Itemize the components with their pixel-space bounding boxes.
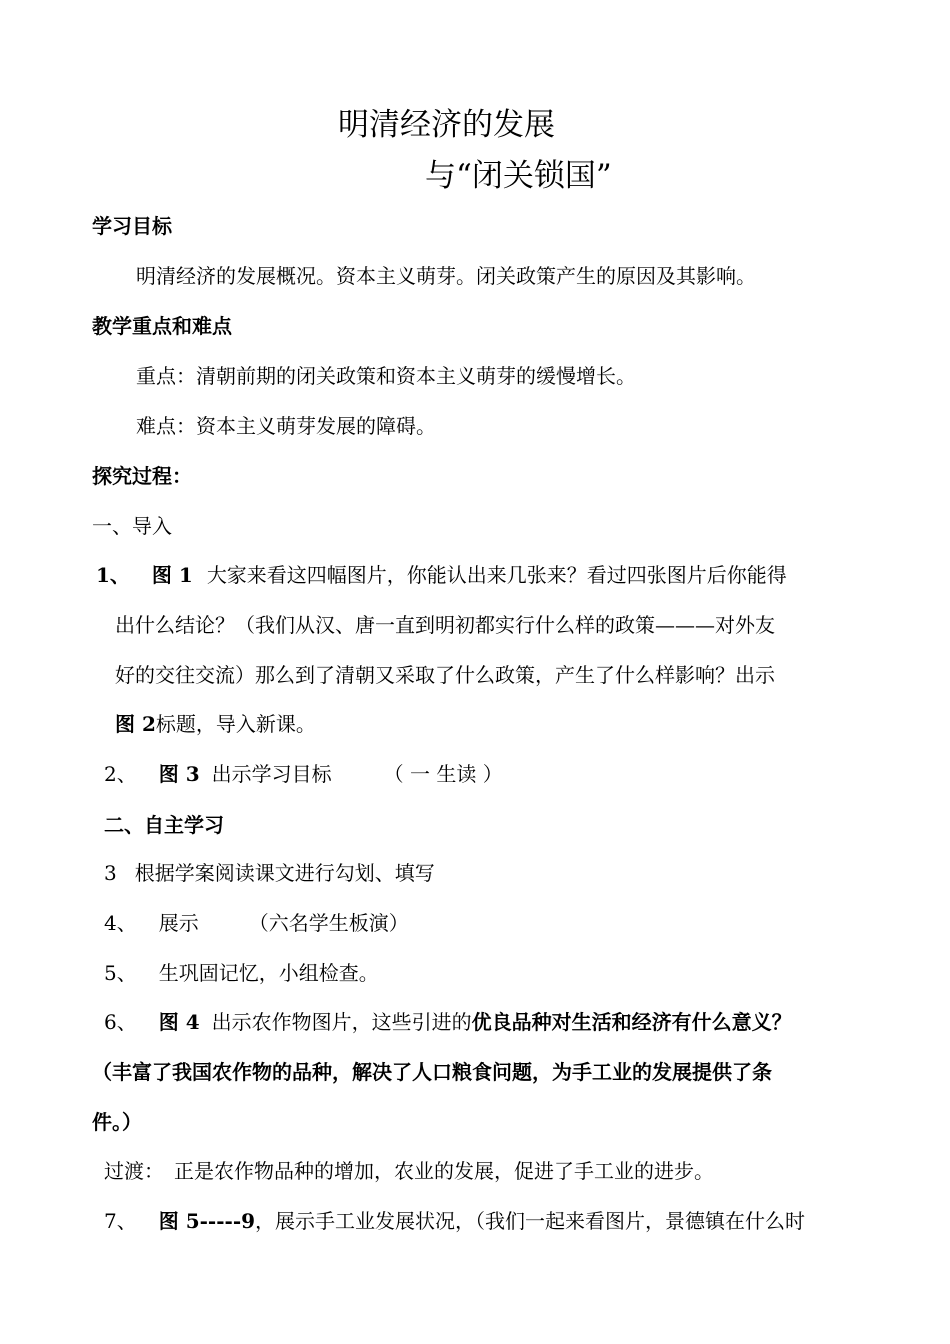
- difficult-point: 难点：资本主义萌芽发展的障碍。: [136, 414, 436, 438]
- key-point: 重点：清朝前期的闭关政策和资本主义萌芽的缓慢增长。: [136, 364, 636, 388]
- item-4-number: 4、: [104, 911, 137, 935]
- item-5-text: 生巩固记忆，小组检查。: [158, 961, 379, 985]
- item-3-number: 3: [104, 861, 117, 885]
- item-1-figure-ref-2: 图 2: [115, 712, 156, 736]
- item-6-figure-ref: 图 4: [158, 1010, 200, 1034]
- item-1-line-2: 出什么结论？（我们从汉、唐一直到明初都实行什么样的政策———对外友: [115, 613, 775, 637]
- item-6: [104, 1008, 792, 1036]
- item-4-text: 展示: [158, 911, 199, 935]
- title-line-1: 明清经济的发展: [338, 107, 555, 143]
- item-2-figure-ref: 图 3: [158, 762, 200, 786]
- item-1-line-3: 好的交往交流）那么到了清朝又采取了什么政策，产生了什么样影响？出示: [115, 663, 775, 687]
- item-3-text: 根据学案阅读课文进行勾划、填写: [134, 861, 435, 885]
- goals-heading: 学习目标: [92, 214, 172, 238]
- title-line-2: 与“闭关锁国”: [425, 158, 612, 194]
- item-7-number: 7、: [104, 1209, 137, 1233]
- item-4: [104, 909, 409, 937]
- item-4-paren: （六名学生板演）: [248, 911, 409, 935]
- part1-heading: 一、导入: [92, 514, 172, 538]
- item-5: [104, 959, 379, 987]
- item-2-number: 2、: [104, 762, 137, 786]
- keypoints-heading: 教学重点和难点: [92, 314, 232, 338]
- item-5-number: 5、: [104, 961, 137, 985]
- item-6-number: 6、: [104, 1010, 137, 1034]
- item-2: [104, 760, 503, 788]
- transition-text: 过渡： 正是农作物品种的增加，农业的发展，促进了手工业的进步。: [104, 1159, 714, 1183]
- item-7-figure-ref: 图 5-----9: [158, 1209, 256, 1233]
- item-7: [104, 1207, 805, 1235]
- item-2-paren: （ 一 生读 ）: [383, 762, 503, 786]
- goals-text: 明清经济的发展概况。资本主义萌芽。闭关政策产生的原因及其影响。: [136, 264, 756, 288]
- part2-heading: 二、自主学习: [104, 813, 224, 837]
- item-1-text-4: 标题，导入新课。: [155, 712, 316, 736]
- item-3: [104, 859, 435, 887]
- item-1-text-1: 大家来看这四幅图片，你能认出来几张来？看过四张图片后你能得: [206, 563, 787, 587]
- item-1-number: 1、: [96, 563, 130, 587]
- process-heading: 探究过程：: [92, 464, 192, 488]
- item-1-figure-ref: 图 1: [151, 563, 193, 587]
- item-6-answer-1: （丰富了我国农作物的品种，解决了人口粮食问题，为手工业的发展提供了条: [92, 1060, 772, 1084]
- item-1-line-4: [115, 710, 316, 738]
- item-7-text: ，展示手工业发展状况，（我们一起来看图片，景德镇在什么时: [255, 1209, 806, 1233]
- item-2-text: 出示学习目标: [211, 762, 332, 786]
- item-6-text: 出示农作物图片，这些引进的: [211, 1010, 472, 1034]
- item-6-answer-2: 件。）: [92, 1110, 142, 1134]
- item-1-line-1: [96, 561, 787, 589]
- item-6-question: 优良品种对生活和经济有什么意义？: [471, 1010, 792, 1034]
